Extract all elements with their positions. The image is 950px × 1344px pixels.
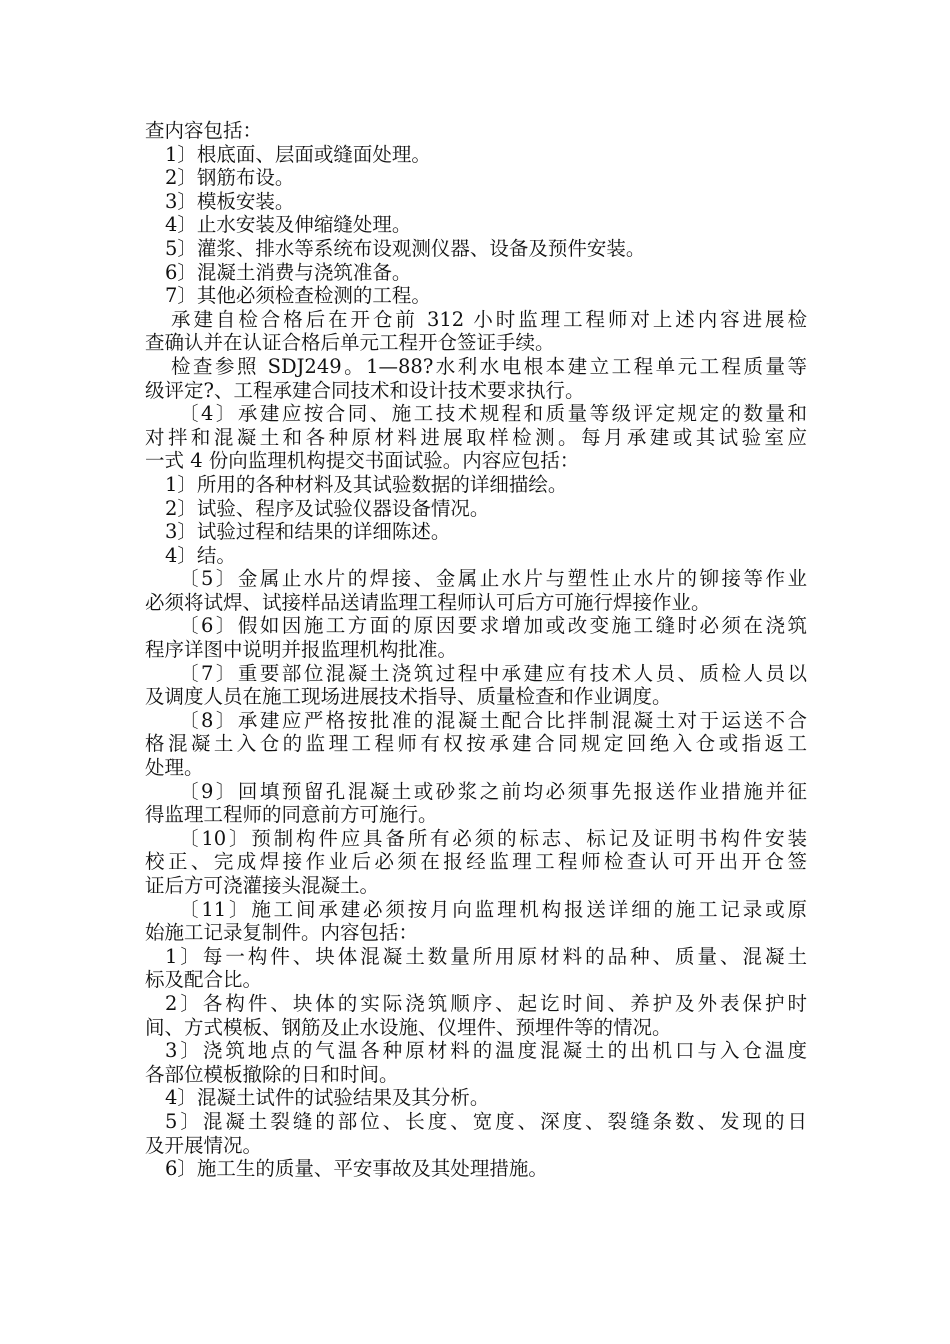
list-item: 5〕混凝土裂缝的部位、长度、宽度、深度、裂缝条数、发现的日: [165, 1109, 807, 1133]
paragraph-line: 〔4〕承建应按合同、施工技术规程和质量等级评定规定的数量和: [179, 402, 807, 426]
list-item: 4〕结。: [165, 543, 236, 567]
document-body: [145, 119, 807, 1181]
list-item: 3〕试验过程和结果的详细陈述。: [165, 520, 451, 544]
paragraph-line: 始施工记录复制件。内容包括：: [145, 921, 419, 945]
list-item: 6〕施工生的质量、平安事故及其处理措施。: [165, 1157, 548, 1181]
list-item-continuation: 各部位模板撤除的日和时间。: [145, 1062, 399, 1086]
list-item: 2〕试验、程序及试验仪器设备情况。: [165, 496, 490, 520]
paragraph-line: 〔8〕承建应严格按批准的混凝土配合比拌制混凝土对于运送不合: [179, 708, 807, 732]
paragraph-line: 对拌和混凝土和各种原材料进展取样检测。每月承建或其试验室应: [145, 425, 807, 449]
paragraph-line: 级评定?、工程承建合同技术和设计技术要求执行。: [145, 378, 585, 402]
list-item: 7〕其他必须检查检测的工程。: [165, 284, 431, 308]
paragraph-line: 〔7〕重要部位混凝土浇筑过程中承建应有技术人员、质检人员以: [179, 661, 807, 685]
paragraph-line: 〔6〕假如因施工方面的原因要求增加或改变施工缝时必须在浇筑: [179, 614, 807, 638]
list-item: 1〕所用的各种材料及其试验数据的详细描绘。: [165, 472, 568, 496]
paragraph-line: 一式 4 份向监理机构提交书面试验。内容应包括：: [145, 449, 580, 473]
paragraph-line: 〔9〕回填预留孔混凝土或砂浆之前均必须事先报送作业措施并征: [179, 779, 807, 803]
paragraph-line: 检查参照 SDJ249。1—88?水利水电根本建立工程单元工程质量等: [171, 354, 807, 378]
text-line: 查内容包括：: [145, 119, 263, 142]
paragraph-line: 承建自检合格后在开仓前 312 小时监理工程师对上述内容进展检: [171, 307, 807, 331]
paragraph-line: 校正、完成焊接作业后必须在报经监理工程师检查认可开出开仓签: [145, 850, 807, 874]
paragraph-line: 得监理工程师的同意前方可施行。: [145, 803, 438, 827]
paragraph-line: 必须将试焊、试接样品送请监理工程师认可后方可施行焊接作业。: [145, 590, 711, 614]
list-item: 3〕浇筑地点的气温各种原材料的温度混凝土的出机口与入仓温度: [165, 1039, 807, 1063]
paragraph-line: 〔10〕预制构件应具备所有必须的标志、标记及证明书构件安装: [179, 826, 807, 850]
list-item: 3〕模板安装。: [165, 189, 295, 213]
list-item: 4〕混凝土试件的试验结果及其分析。: [165, 1086, 490, 1110]
paragraph-line: 证后方可浇灌接头混凝土。: [145, 874, 380, 897]
list-item: 2〕钢筋布设。: [165, 166, 295, 190]
list-item-continuation: 标及配合比。: [145, 968, 263, 992]
paragraph-line: 格混凝土入仓的监理工程师有权按承建合同规定回绝入仓或指返工: [145, 732, 807, 756]
paragraph-line: 程序详图中说明并报监理机构批准。: [145, 638, 458, 662]
paragraph-line: 及调度人员在施工现场进展技术指导、质量检查和作业调度。: [145, 685, 672, 709]
list-item-continuation: 及开展情况。: [145, 1133, 263, 1157]
list-item: 2〕各构件、块体的实际浇筑顺序、起讫时间、养护及外表保护时: [165, 991, 807, 1015]
paragraph-line: 〔5〕金属止水片的焊接、金属止水片与塑性止水片的铆接等作业: [179, 567, 807, 591]
list-item: 5〕灌浆、排水等系统布设观测仪器、设备及预件安装。: [165, 236, 646, 260]
list-item: 1〕每一构件、块体混凝土数量所用原材料的品种、质量、混凝土: [165, 944, 807, 968]
paragraph-line: 查确认并在认证合格后单元工程开仓签证手续。: [145, 331, 555, 355]
paragraph-line: 〔11〕施工间承建必须按月向监理机构报送详细的施工记录或原: [179, 897, 807, 921]
paragraph-line: 处理。: [145, 756, 204, 780]
list-item: 1〕根底面、层面或缝面处理。: [165, 142, 431, 166]
list-item: 4〕止水安装及伸缩缝处理。: [165, 213, 412, 237]
list-item: 6〕混凝土消费与浇筑准备。: [165, 260, 412, 284]
list-item-continuation: 间、方式模板、钢筋及止水设施、仪埋件、预埋件等的情况。: [145, 1015, 672, 1039]
